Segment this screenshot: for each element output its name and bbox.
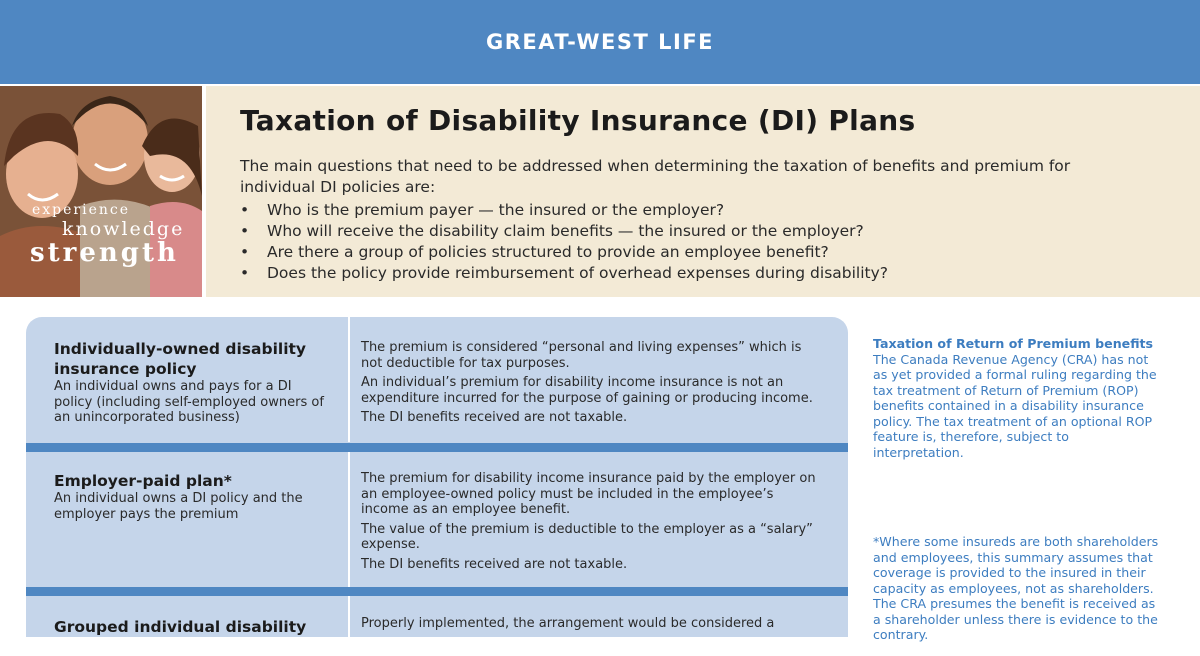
rop-note-body: The Canada Revenue Agency (CRA) has not as yet provided a formal ruling regarding the tax treatment of Return of Premium (ROP) benefits contained in a disability insurance policy. The tax treatment of an optional ROP feature is, therefore, subject to interpretation. — [873, 351, 1157, 460]
row-detail-cell — [350, 452, 848, 587]
row-description: An individual owns and pays for a DI policy (including self-employed owners of an unincorporated business) — [54, 379, 324, 425]
intro-lead: The main questions that need to be addressed when determining the taxation of benefits and premium for individual DI policies are: — [240, 157, 1071, 196]
question-list — [240, 200, 1160, 284]
tagline-experience: experience — [32, 202, 131, 218]
brand-name: GREAT-WEST LIFE — [485, 30, 715, 54]
table-row — [26, 317, 848, 442]
list-item: • Who is the premium payer — the insured or the employer? — [240, 201, 725, 219]
list-item: • Does the policy provide reimbursement of overhead expenses during disability? — [240, 264, 889, 282]
row-label-cell — [26, 452, 348, 587]
row-detail-cell — [350, 596, 848, 656]
footnote — [873, 534, 1163, 643]
row-divider — [26, 587, 848, 596]
row-title: Individually-owned disability insurance policy — [54, 340, 307, 378]
row-divider — [26, 443, 848, 452]
top-banner — [0, 0, 1200, 84]
intro-panel — [206, 86, 1200, 297]
tagline-knowledge: knowledge — [62, 218, 185, 240]
taxation-table — [26, 317, 848, 637]
row-label-cell — [26, 596, 348, 656]
row-detail-cell — [350, 317, 848, 442]
family-photo — [0, 86, 202, 297]
list-item: • Who will receive the disability claim benefits — the insured or the employer? — [240, 222, 864, 240]
page-title: Taxation of Disability Insurance (DI) Plans — [240, 104, 916, 137]
detail-point: An individual’s premium for disability income insurance is not an expenditure incurred for the purpose of gaining or producing income. — [361, 375, 813, 406]
row-title: Employer-paid plan* — [54, 472, 232, 490]
row-description: An individual owns a DI policy and the employer pays the premium — [54, 491, 303, 522]
detail-point: The value of the premium is deductible to the employer as a “salary” expense. — [361, 521, 813, 552]
detail-point: The DI benefits received are not taxable. — [361, 410, 628, 425]
table-row — [26, 452, 848, 587]
detail-point: The DI benefits received are not taxable. — [361, 556, 628, 572]
photo-tagline — [0, 86, 202, 297]
list-item: • Are there a group of policies structured to provide an employee benefit? — [240, 243, 829, 261]
footnote-text: *Where some insureds are both shareholders and employees, this summary assumes that coverage is provided to the insured in their capacity as employees, not as shareholders. The CRA presumes the benefit is received as a shareholder unless there is evidence to the contrary. — [873, 534, 1159, 642]
detail-point: Properly implemented, the arrangement would be considered a — [361, 616, 775, 631]
rop-note-title: Taxation of Return of Premium benefits — [873, 336, 1154, 351]
detail-point: The premium is considered “personal and living expenses” which is not deductible for tax purposes. — [361, 340, 802, 371]
row-label-cell — [26, 317, 348, 442]
rop-note — [873, 336, 1163, 460]
detail-point: The premium for disability income insurance paid by the employer on an employee-owned policy must be included in the employee’s income as an employee benefit. — [361, 471, 816, 517]
row-title: Grouped individual disability — [54, 618, 307, 636]
tagline-strength: strength — [30, 238, 179, 268]
table-row — [26, 596, 848, 656]
